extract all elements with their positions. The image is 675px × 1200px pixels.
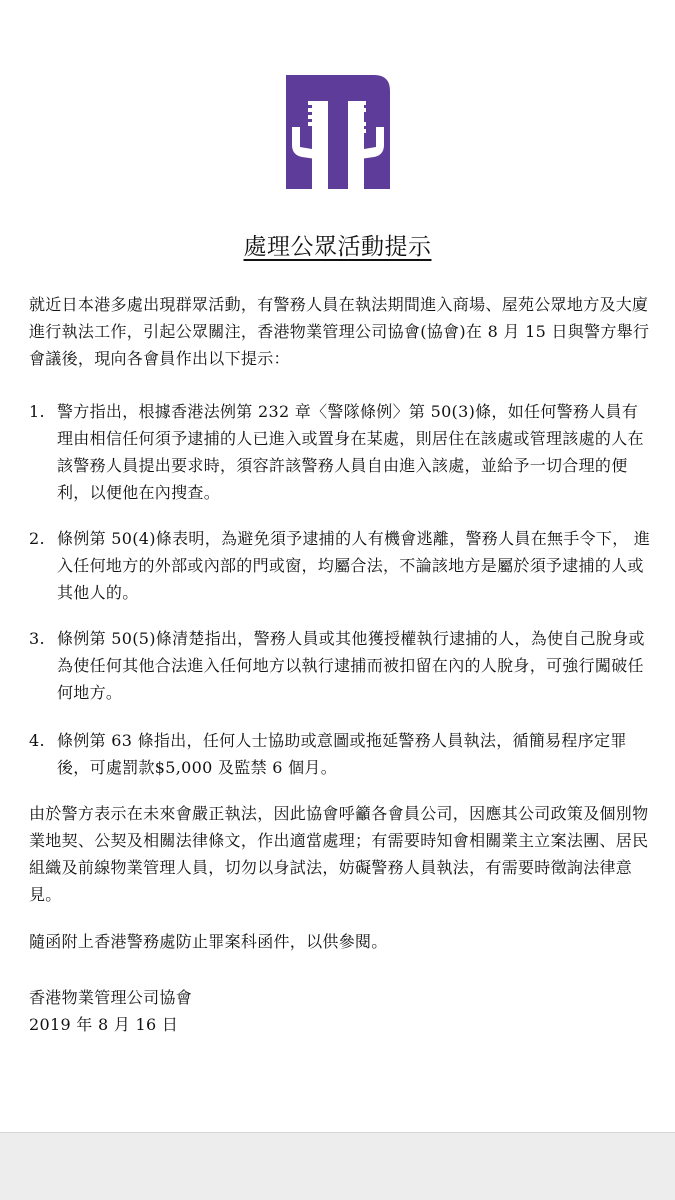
intro-paragraph: 就近日本港多處出現群眾活動，有警務人員在執法期間進入商場、屋苑公眾地方及大廈進行執法工作，引起公眾關注，香港物業管理公司協會(協會)在 8 月 15 日與警方舉行會議後，現向各會員作出以下提示：: [29, 295, 650, 368]
signoff-date: 2019 年 8 月 16 日: [29, 1015, 179, 1034]
signoff-organization: 香港物業管理公司協會: [29, 988, 193, 1007]
list-item-text: 警方指出，根據香港法例第 232 章〈警隊條例〉第 50(3)條，如任何警務人員有理由相信任何須予逮捕的人已進入或置身在某處，則居住在該處或管理該處的人在該警務人員提出要求時，須容許該警務人員自由進入該處，並給予一切合理的便利，以便他在內搜查。: [57, 402, 644, 502]
hkamc-logo-icon: [286, 75, 390, 189]
enclosure-note: 隨函附上香港警務處防止罪案科函件，以供參閱。: [29, 932, 388, 951]
closing-paragraph: 由於警方表示在未來會嚴正執法，因此協會呼籲各會員公司，因應其公司政策及個別物業地契、公契及相關法律條文，作出適當處理；有需要時知會相關業主立案法團、居民組織及前線物業管理人員，切勿以身試法，妨礙警務人員執法，有需要時徵詢法律意見。: [29, 804, 649, 904]
document-title: 處理公眾活動提示: [243, 234, 432, 260]
list-item-text: 條例第 50(4)條表明，為避免須予逮捕的人有機會逃離，警務人員在無手令下， 進入任何地方的外部或內部的門或窗，均屬合法，不論該地方是屬於須予逮捕的人或其他人的。: [57, 529, 651, 602]
list-item-number: 2.: [29, 529, 45, 548]
list-item-text: 條例第 50(5)條清楚指出，警務人員或其他獲授權執行逮捕的人，為使自己脫身或為使任何其他合法進入任何地方以執行逮捕而被扣留在內的人脫身，可強行闖破任何地方。: [57, 629, 645, 702]
list-item-number: 1.: [29, 402, 45, 421]
list-item-number: 4.: [29, 731, 45, 750]
list-item-text: 條例第 63 條指出，任何人士協助或意圖或拖延警務人員執法，循簡易程序定罪後，可處罰款$5,000 及監禁 6 個月。: [57, 731, 627, 777]
signoff-block: [29, 984, 192, 1038]
list-item-number: 3.: [29, 629, 45, 648]
